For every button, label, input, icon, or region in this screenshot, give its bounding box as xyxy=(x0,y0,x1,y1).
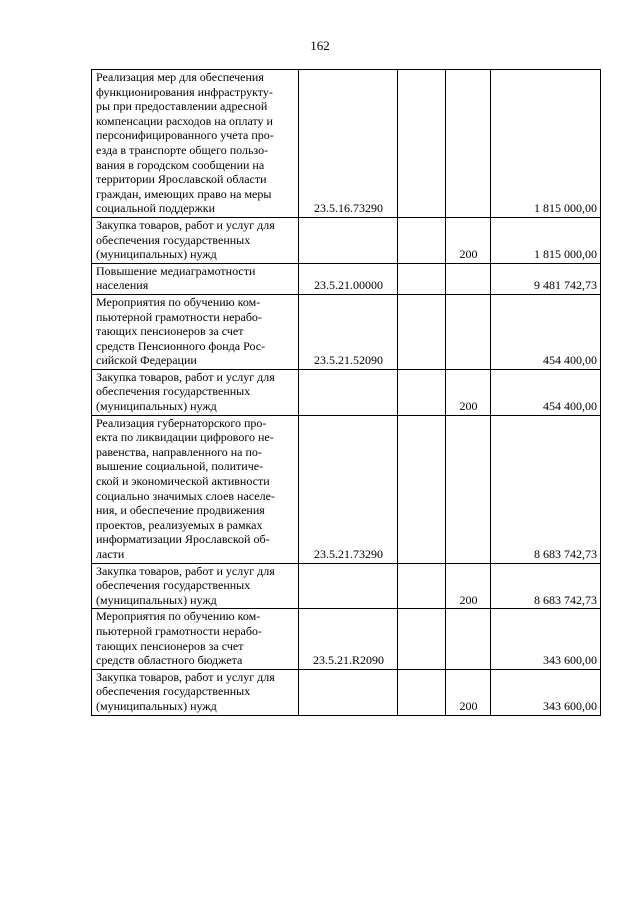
row-amount: 454 400,00 xyxy=(491,369,601,415)
table-row xyxy=(92,415,601,563)
row-name: Закупка товаров, работ и услуг для обеспечения государственных (муниципальных) нужд xyxy=(92,669,299,715)
row-type: 200 xyxy=(446,217,491,263)
table-row xyxy=(92,669,601,715)
row-amount: 343 600,00 xyxy=(491,669,601,715)
row-name: Закупка товаров, работ и услуг для обеспечения государственных (муниципальных) нужд xyxy=(92,217,299,263)
row-code xyxy=(299,669,398,715)
table-row xyxy=(92,609,601,669)
row-empty-cell xyxy=(398,217,446,263)
row-empty-cell xyxy=(398,263,446,294)
row-code xyxy=(299,369,398,415)
row-type xyxy=(446,263,491,294)
row-empty-cell xyxy=(398,369,446,415)
row-name: Мероприятия по обучению ком- пьютерной грамотности нерабо- тающих пенсионеров за счет средств Пенсионного фонда Рос- сийской Федерации xyxy=(92,294,299,369)
row-type xyxy=(446,70,491,218)
table-row xyxy=(92,70,601,218)
row-amount: 454 400,00 xyxy=(491,294,601,369)
table-row xyxy=(92,294,601,369)
table-row xyxy=(92,369,601,415)
row-name: Реализация мер для обеспечения функционирования инфраструкту- ры при предоставлении адресной компенсации расходов на оплату и персонифицированного учета про- езда в транспорте общего пользо- вания в городском сообщении на территории Ярославской области граждан, имеющих право на меры социальной поддержки xyxy=(92,70,299,218)
row-code: 23.5.16.73290 xyxy=(299,70,398,218)
budget-table xyxy=(91,69,601,716)
row-code: 23.5.21.73290 xyxy=(299,415,398,563)
row-code: 23.5.21.R2090 xyxy=(299,609,398,669)
row-code: 23.5.21.52090 xyxy=(299,294,398,369)
page-number: 162 xyxy=(310,38,330,53)
row-empty-cell xyxy=(398,415,446,563)
row-empty-cell xyxy=(398,70,446,218)
row-name: Мероприятия по обучению ком- пьютерной грамотности нерабо- тающих пенсионеров за счет средств областного бюджета xyxy=(92,609,299,669)
row-amount: 343 600,00 xyxy=(491,609,601,669)
row-type xyxy=(446,609,491,669)
row-amount: 9 481 742,73 xyxy=(491,263,601,294)
row-code xyxy=(299,217,398,263)
row-name: Повышение медиаграмотности населения xyxy=(92,263,299,294)
table-row xyxy=(92,217,601,263)
row-amount: 1 815 000,00 xyxy=(491,217,601,263)
row-type xyxy=(446,415,491,563)
row-empty-cell xyxy=(398,609,446,669)
row-code: 23.5.21.00000 xyxy=(299,263,398,294)
row-empty-cell xyxy=(398,294,446,369)
row-code xyxy=(299,563,398,609)
row-amount: 8 683 742,73 xyxy=(491,415,601,563)
table-row xyxy=(92,563,601,609)
row-type: 200 xyxy=(446,563,491,609)
row-amount: 1 815 000,00 xyxy=(491,70,601,218)
row-name: Реализация губернаторского про- екта по ликвидации цифрового не- равенства, направленного на по- вышение социальной, политиче- ской и экономической активности социально значимых слоев населе- ния, и обеспечение продвижения проектов, реализуемых в рамках информатизации Ярославской об- ласти xyxy=(92,415,299,563)
row-type: 200 xyxy=(446,669,491,715)
table-row xyxy=(92,263,601,294)
row-name: Закупка товаров, работ и услуг для обеспечения государственных (муниципальных) нужд xyxy=(92,369,299,415)
row-name: Закупка товаров, работ и услуг для обеспечения государственных (муниципальных) нужд xyxy=(92,563,299,609)
row-type: 200 xyxy=(446,369,491,415)
row-empty-cell xyxy=(398,669,446,715)
row-type xyxy=(446,294,491,369)
row-amount: 8 683 742,73 xyxy=(491,563,601,609)
row-empty-cell xyxy=(398,563,446,609)
